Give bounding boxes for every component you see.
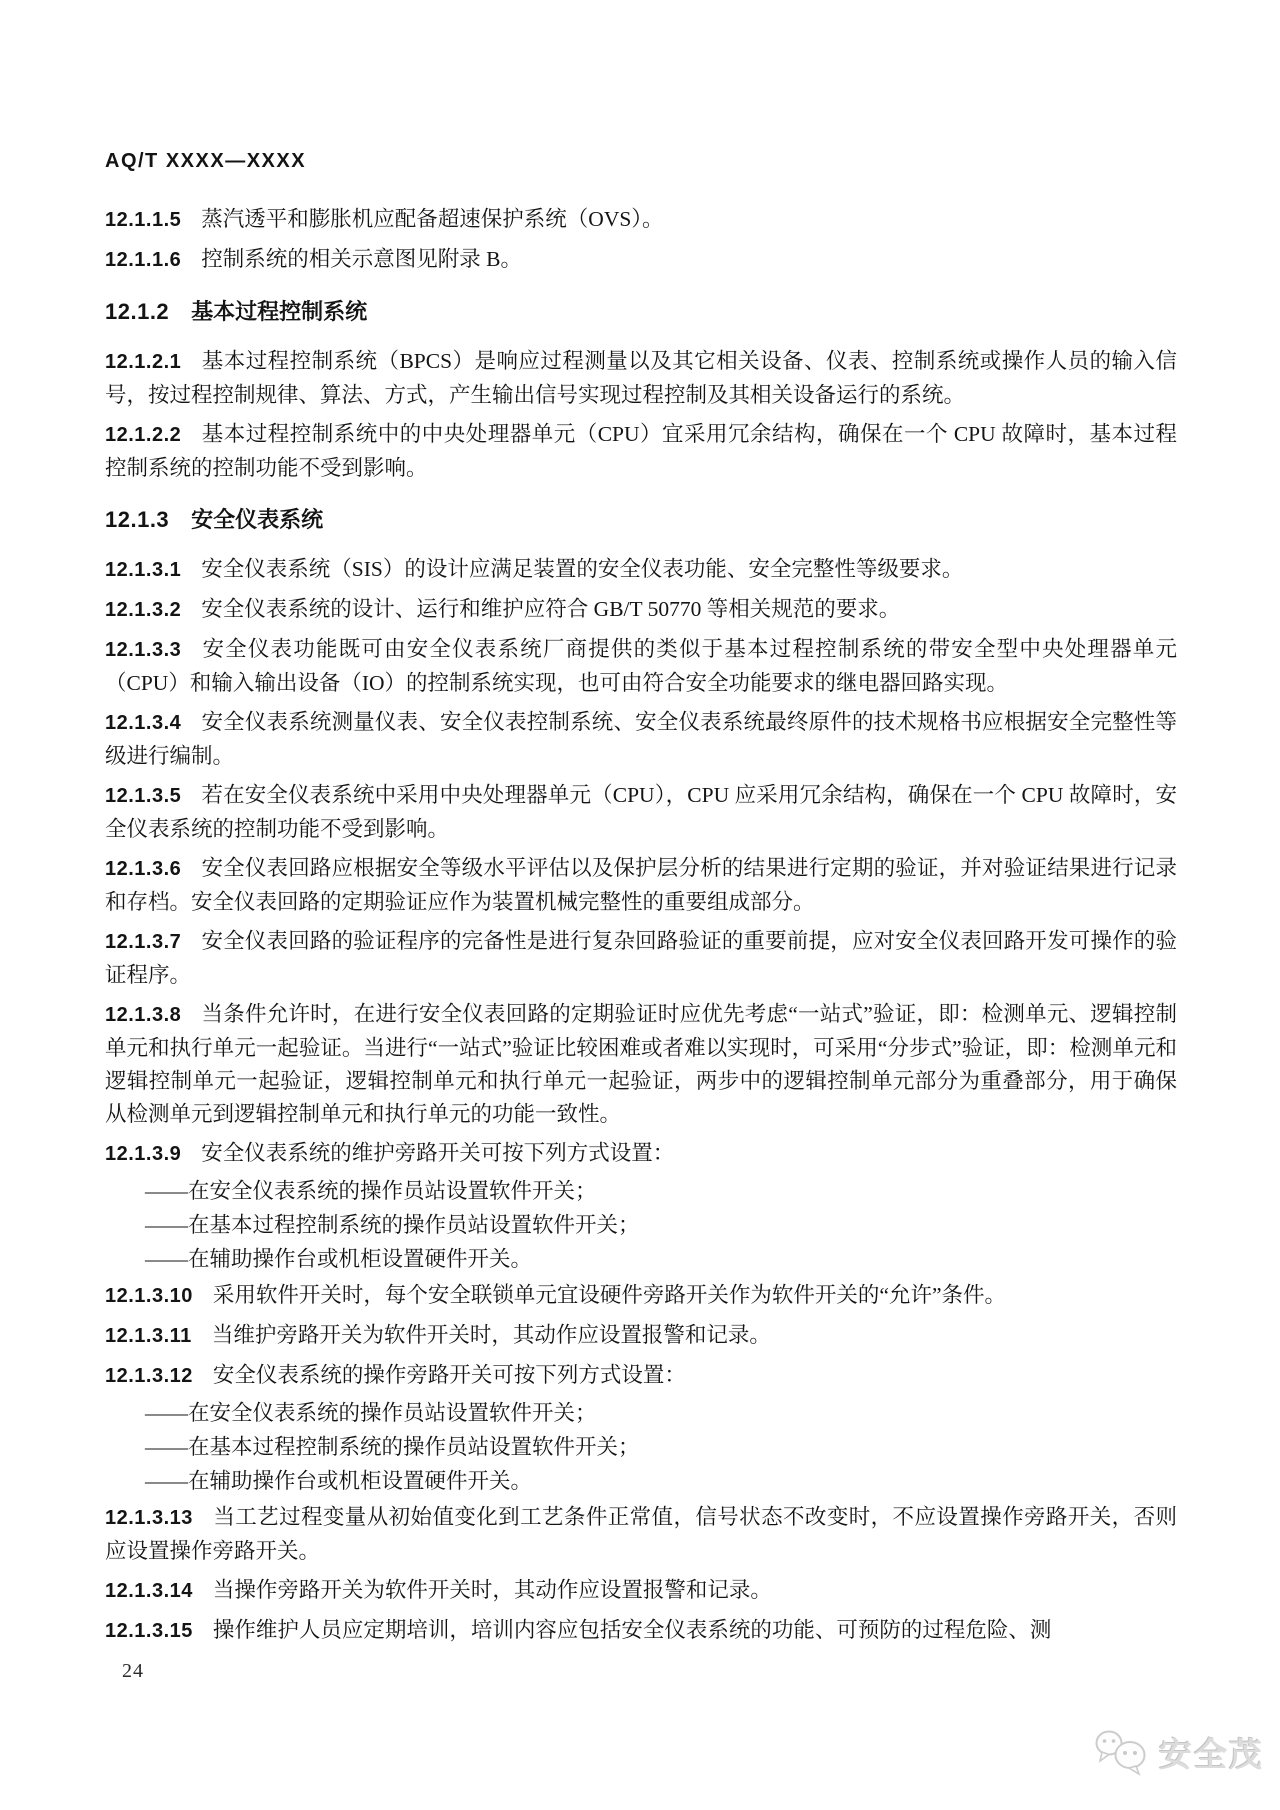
clause-number: 12.1.3.4	[105, 712, 182, 734]
document-body	[105, 150, 1177, 1651]
watermark	[1092, 1728, 1264, 1776]
dash-list-item	[105, 1242, 1177, 1276]
standard-code-header: AQ/T XXXX—XXXX	[105, 150, 307, 172]
clause-text: 当条件允许时，在进行安全仪表回路的定期验证时应优先考虑“一站式”验证，即：检测单元、逻辑控制单元和执行单元一起验证。当进行“一站式”验证比较困难或者难以实现时，可采用“分步式”验证，即：检测单元和逻辑控制单元一起验证，逻辑控制单元和执行单元一起验证，两步中的逻辑控制单元部分为重叠部分，用于确保从检测单元到逻辑控制单元和执行单元的功能一致性。	[105, 1002, 1177, 1126]
clause-text: 安全仪表系统	[191, 507, 324, 532]
clause-text: ——在基本过程控制系统的操作员站设置软件开关；	[145, 1212, 640, 1237]
clause-text: 安全仪表回路应根据安全等级水平评估以及保护层分析的结果进行定期的验证，并对验证结果进行记录和存档。安全仪表回路的定期验证应作为装置机械完整性的重要组成部分。	[105, 856, 1177, 914]
clause-paragraph	[105, 415, 1177, 488]
clause-number: 12.1.3.14	[105, 1580, 193, 1602]
clause-paragraph	[105, 1134, 1177, 1174]
section-heading	[105, 488, 1177, 550]
dash-list-item	[105, 1430, 1177, 1464]
clause-paragraph	[105, 849, 1177, 922]
clause-paragraph	[105, 1571, 1177, 1611]
clause-text: ——在安全仪表系统的操作员站设置软件开关；	[145, 1400, 597, 1425]
clause-number: 12.1.1.6	[105, 249, 182, 271]
clause-text: 操作维护人员应定期培训，培训内容应包括安全仪表系统的功能、可预防的过程危险、测	[212, 1618, 1052, 1642]
clause-number: 12.1.1.5	[105, 209, 182, 231]
clause-number: 12.1.2.1	[105, 351, 182, 373]
clause-text: 采用软件开关时，每个安全联锁单元宜设硬件旁路开关作为软件开关的“允许”条件。	[212, 1283, 1007, 1307]
clause-text: 安全仪表系统的设计、运行和维护应符合 GB/T 50770 等相关规范的要求。	[201, 597, 901, 621]
clause-number: 12.1.3.9	[105, 1143, 182, 1165]
watermark-label: 安全茂	[1159, 1735, 1264, 1773]
clause-number: 12.1.3.8	[105, 1004, 182, 1026]
clause-number: 12.1.3	[105, 507, 170, 532]
section-heading	[105, 280, 1177, 342]
clause-paragraph	[105, 590, 1177, 630]
clause-number: 12.1.3.6	[105, 858, 182, 880]
clause-text: 安全仪表系统（SIS）的设计应满足装置的安全仪表功能、安全完整性等级要求。	[201, 557, 964, 581]
clause-text: 蒸汽透平和膨胀机应配备超速保护系统（OVS）。	[201, 207, 664, 231]
clause-text: 当工艺过程变量从初始值变化到工艺条件正常值，信号状态不改变时，不应设置操作旁路开关，否则应设置操作旁路开关。	[105, 1505, 1177, 1563]
clause-number: 12.1.3.11	[105, 1325, 192, 1347]
clause-text: ——在基本过程控制系统的操作员站设置软件开关；	[145, 1434, 640, 1459]
clause-paragraph	[105, 342, 1177, 415]
clause-text: 安全仪表系统的操作旁路开关可按下列方式设置：	[212, 1363, 686, 1387]
clause-text: 安全仪表回路的验证程序的完备性是进行复杂回路验证的重要前提，应对安全仪表回路开发可操作的验证程序。	[105, 929, 1177, 987]
clause-text: 基本过程控制系统（BPCS）是响应过程测量以及其它相关设备、仪表、控制系统或操作人员的输入信号，按过程控制规律、算法、方式，产生输出信号实现过程控制及其相关设备运行的系统。	[105, 349, 1177, 407]
page-number: 24	[122, 1660, 144, 1682]
dash-list-item	[105, 1396, 1177, 1430]
chat-bubbles-icon	[1092, 1728, 1150, 1776]
clause-number: 12.1.3.10	[105, 1285, 193, 1307]
clause-number: 12.1.3.7	[105, 931, 182, 953]
clause-paragraph	[105, 703, 1177, 776]
clause-text: 安全仪表系统测量仪表、安全仪表控制系统、安全仪表系统最终原件的技术规格书应根据安全完整性等级进行编制。	[105, 710, 1177, 768]
clause-number: 12.1.2	[105, 299, 170, 324]
clause-text: 安全仪表系统的维护旁路开关可按下列方式设置：	[201, 1141, 675, 1165]
clause-number: 12.1.3.3	[105, 639, 182, 661]
clause-number: 12.1.3.2	[105, 599, 182, 621]
clause-paragraph	[105, 240, 1177, 280]
clause-number: 12.1.3.12	[105, 1365, 193, 1387]
clause-paragraph	[105, 200, 1177, 240]
clause-text: ——在辅助操作台或机柜设置硬件开关。	[145, 1468, 533, 1493]
clause-number: 12.1.3.1	[105, 559, 182, 581]
clause-paragraph	[105, 922, 1177, 995]
clause-paragraph	[105, 1316, 1177, 1356]
clause-text: 当维护旁路开关为软件开关时，其动作应设置报警和记录。	[211, 1323, 771, 1347]
clause-paragraph	[105, 1276, 1177, 1316]
clause-paragraph	[105, 776, 1177, 849]
clause-text: 若在安全仪表系统中采用中央处理器单元（CPU），CPU 应采用冗余结构，确保在一个 CPU 故障时，安全仪表系统的控制功能不受到影响。	[105, 783, 1177, 841]
clause-number: 12.1.3.5	[105, 785, 182, 807]
clause-number: 12.1.2.2	[105, 424, 182, 446]
clause-text: 基本过程控制系统	[191, 299, 368, 324]
clause-text: 安全仪表功能既可由安全仪表系统厂商提供的类似于基本过程控制系统的带安全型中央处理器单元（CPU）和输入输出设备（IO）的控制系统实现，也可由符合安全功能要求的继电器回路实现。	[105, 637, 1177, 695]
clause-paragraph	[105, 995, 1177, 1134]
clause-paragraph	[105, 550, 1177, 590]
clause-number: 12.1.3.15	[105, 1620, 193, 1642]
clause-text: 当操作旁路开关为软件开关时，其动作应设置报警和记录。	[212, 1578, 772, 1602]
dash-list-item	[105, 1174, 1177, 1208]
clause-paragraph	[105, 1356, 1177, 1396]
clause-text: 基本过程控制系统中的中央处理器单元（CPU）宜采用冗余结构，确保在一个 CPU 故障时，基本过程控制系统的控制功能不受到影响。	[105, 422, 1177, 480]
clause-paragraph	[105, 1498, 1177, 1571]
clause-text: 控制系统的相关示意图见附录 B。	[201, 247, 523, 271]
clause-text: ——在辅助操作台或机柜设置硬件开关。	[145, 1246, 533, 1271]
clause-paragraph	[105, 630, 1177, 703]
clause-text: ——在安全仪表系统的操作员站设置软件开关；	[145, 1178, 597, 1203]
clause-paragraph	[105, 1611, 1177, 1651]
dash-list-item	[105, 1464, 1177, 1498]
dash-list-item	[105, 1208, 1177, 1242]
clause-number: 12.1.3.13	[105, 1507, 193, 1529]
